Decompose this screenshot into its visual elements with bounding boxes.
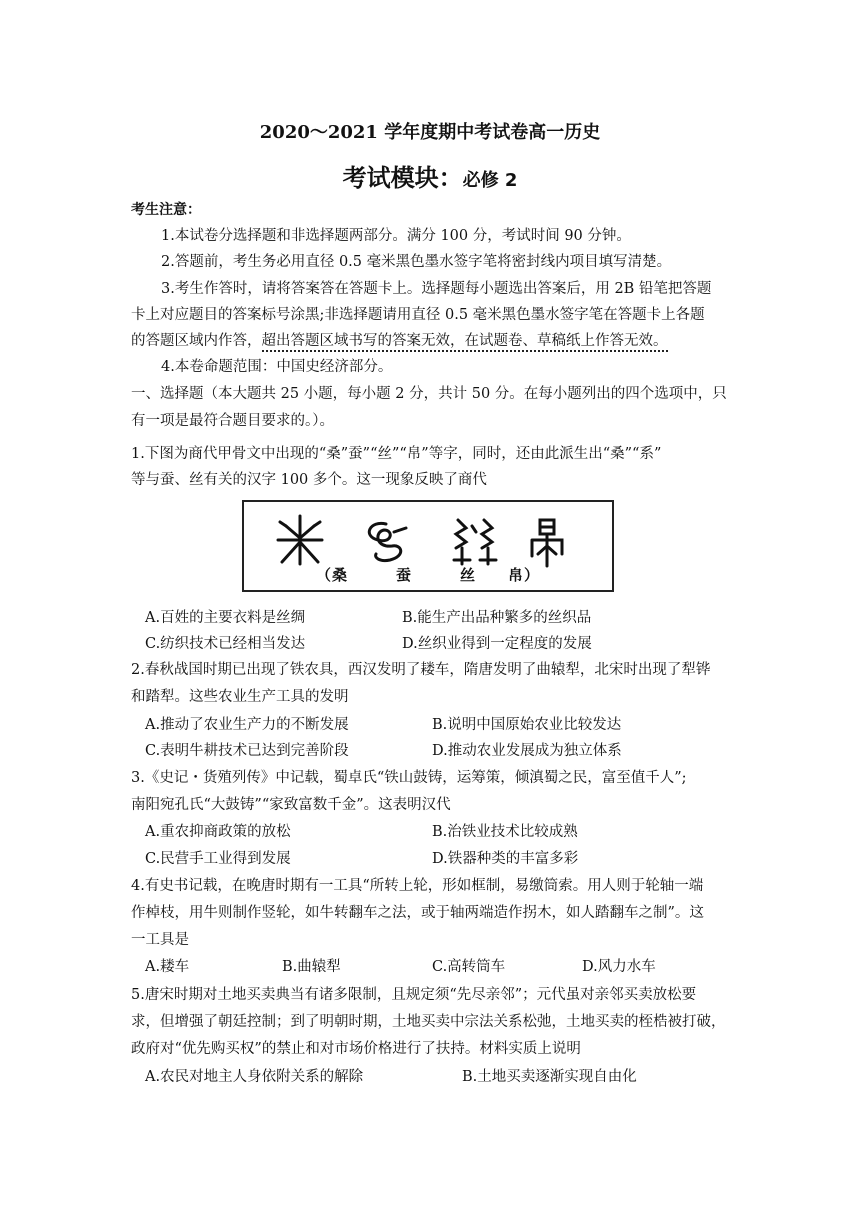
notice-item-3-line3 bbox=[131, 331, 668, 351]
q2-option-b[interactable]: B.说明中国原始农业比较发达 bbox=[432, 717, 622, 733]
q2-option-c[interactable]: C.表明牛耕技术已达到完善阶段 bbox=[145, 743, 349, 759]
q2-stem-line2: 和踏犁。这些农业生产工具的发明 bbox=[131, 689, 349, 705]
q5-option-b[interactable]: B.土地买卖逐渐实现自由化 bbox=[462, 1069, 637, 1085]
q1-option-a[interactable]: A.百姓的主要衣料是丝绸 bbox=[145, 610, 306, 626]
q4-stem-line3: 一工具是 bbox=[131, 932, 189, 948]
image-caption: （桑 蚕 丝 帛） bbox=[315, 566, 540, 584]
q1-stem-line1: 1.下图为商代甲骨文中出现的“桑”蚕”“丝”“帛”等字，同时，还由此派生出“桑”“系” bbox=[131, 446, 662, 462]
subtitle-main: 考试模块： bbox=[342, 164, 463, 192]
q4-stem-line1: 4.有史书记载，在晚唐时期有一工具“所转上轮，形如框制，易缴筒索。用人则于轮轴一端 bbox=[131, 878, 704, 894]
q4-option-c[interactable]: C.高转筒车 bbox=[432, 959, 506, 975]
notice-item-3-emphasis: 超出答题区域书写的答案无效，在试题卷、草稿纸上作答无效。 bbox=[262, 333, 668, 352]
q1-option-d[interactable]: D.丝织业得到一定程度的发展 bbox=[402, 636, 592, 652]
q3-stem-line1: 3.《史记・货殖列传》中记载，蜀卓氏“铁山鼓铸，运筹策，倾滇蜀之民，富至值千人”; bbox=[131, 770, 687, 786]
notice-item-4: 4.本卷命题范围：中国史经济部分。 bbox=[161, 359, 393, 375]
notice-heading: 考生注意： bbox=[131, 202, 201, 218]
notice-item-2: 2.答题前，考生务必用直径 0.5 毫米黑色墨水签字笔将密封线内项目填写清楚。 bbox=[161, 254, 672, 270]
q1-option-b[interactable]: B.能生产出品种繁多的丝织品 bbox=[402, 610, 592, 626]
notice-item-3-line3-a: 的答题区域内作答， bbox=[131, 333, 262, 349]
q3-stem-line2: 南阳宛孔氏“大鼓铸”“家致富数千金”。这表明汉代 bbox=[131, 797, 451, 813]
q2-stem-line1: 2.春秋战国时期已出现了铁农具，西汉发明了耧车，隋唐发明了曲辕犁，北宋时出现了犁铧 bbox=[131, 662, 711, 678]
notice-item-3-line2: 卡上对应题目的答案标号涂黑;非选择题请用直径 0.5 毫米黑色墨水签字笔在答题卡上各题 bbox=[131, 307, 705, 323]
q1-option-c[interactable]: C.纺织技术已经相当发达 bbox=[145, 636, 306, 652]
q5-stem-line1: 5.唐宋时期对土地买卖典当有诸多限制，且规定须“先尽亲邻”；元代虽对亲邻买卖放松要 bbox=[131, 987, 697, 1003]
q5-stem-line3: 政府对“优先购买权”的禁止和对市场价格进行了扶持。材料实质上说明 bbox=[131, 1041, 581, 1057]
q2-option-d[interactable]: D.推动农业发展成为独立体系 bbox=[432, 743, 622, 759]
notice-item-3-line1: 3.考生作答时，请将答案答在答题卡上。选择题每小题选出答案后，用 2B 铅笔把答题 bbox=[161, 281, 712, 297]
glyph-can bbox=[369, 523, 406, 560]
exam-title: 2020～2021 学年度期中考试卷高一历史 bbox=[259, 122, 601, 143]
q4-stem-line2: 作棹枝，用牛则制作竖轮，如牛转翻车之法，或于轴两端造作拐木，如人踏翻车之制”。这 bbox=[131, 905, 704, 921]
section1-line1: 一、选择题（本大题共 25 小题，每小题 2 分，共计 50 分。在每小题列出的四个选项中，只 bbox=[131, 386, 727, 402]
exam-subtitle bbox=[0, 158, 860, 193]
oracle-bone-characters-image bbox=[242, 500, 614, 592]
q3-option-d[interactable]: D.铁器种类的丰富多彩 bbox=[432, 851, 579, 867]
glyph-bo bbox=[532, 520, 562, 566]
notice-item-1: 1.本试卷分选择题和非选择题两部分。满分 100 分，考试时间 90 分钟。 bbox=[161, 228, 631, 244]
q1-stem-line2: 等与蚕、丝有关的汉字 100 多个。这一现象反映了商代 bbox=[131, 472, 487, 488]
q2-option-a[interactable]: A.推动了农业生产力的不断发展 bbox=[145, 717, 349, 733]
glyph-si bbox=[454, 520, 496, 564]
glyph-sang bbox=[278, 516, 322, 564]
q3-option-b[interactable]: B.治铁业技术比较成熟 bbox=[432, 824, 578, 840]
q4-option-a[interactable]: A.耧车 bbox=[145, 959, 190, 975]
q5-option-a[interactable]: A.农民对地主人身依附关系的解除 bbox=[145, 1069, 364, 1085]
q3-option-a[interactable]: A.重农抑商政策的放松 bbox=[145, 824, 291, 840]
q4-option-d[interactable]: D.风力水车 bbox=[582, 959, 656, 975]
q3-option-c[interactable]: C.民营手工业得到发展 bbox=[145, 851, 291, 867]
q5-stem-line2: 求，但增强了朝廷控制；到了明朝时期，土地买卖中宗法关系松弛，土地买卖的桎梏被打破， bbox=[131, 1014, 726, 1030]
q4-option-b[interactable]: B.曲辕犁 bbox=[282, 959, 341, 975]
subtitle-sub: 必修 2 bbox=[462, 170, 518, 191]
section1-line2: 有一项是最符合题目要求的。）。 bbox=[131, 413, 334, 429]
